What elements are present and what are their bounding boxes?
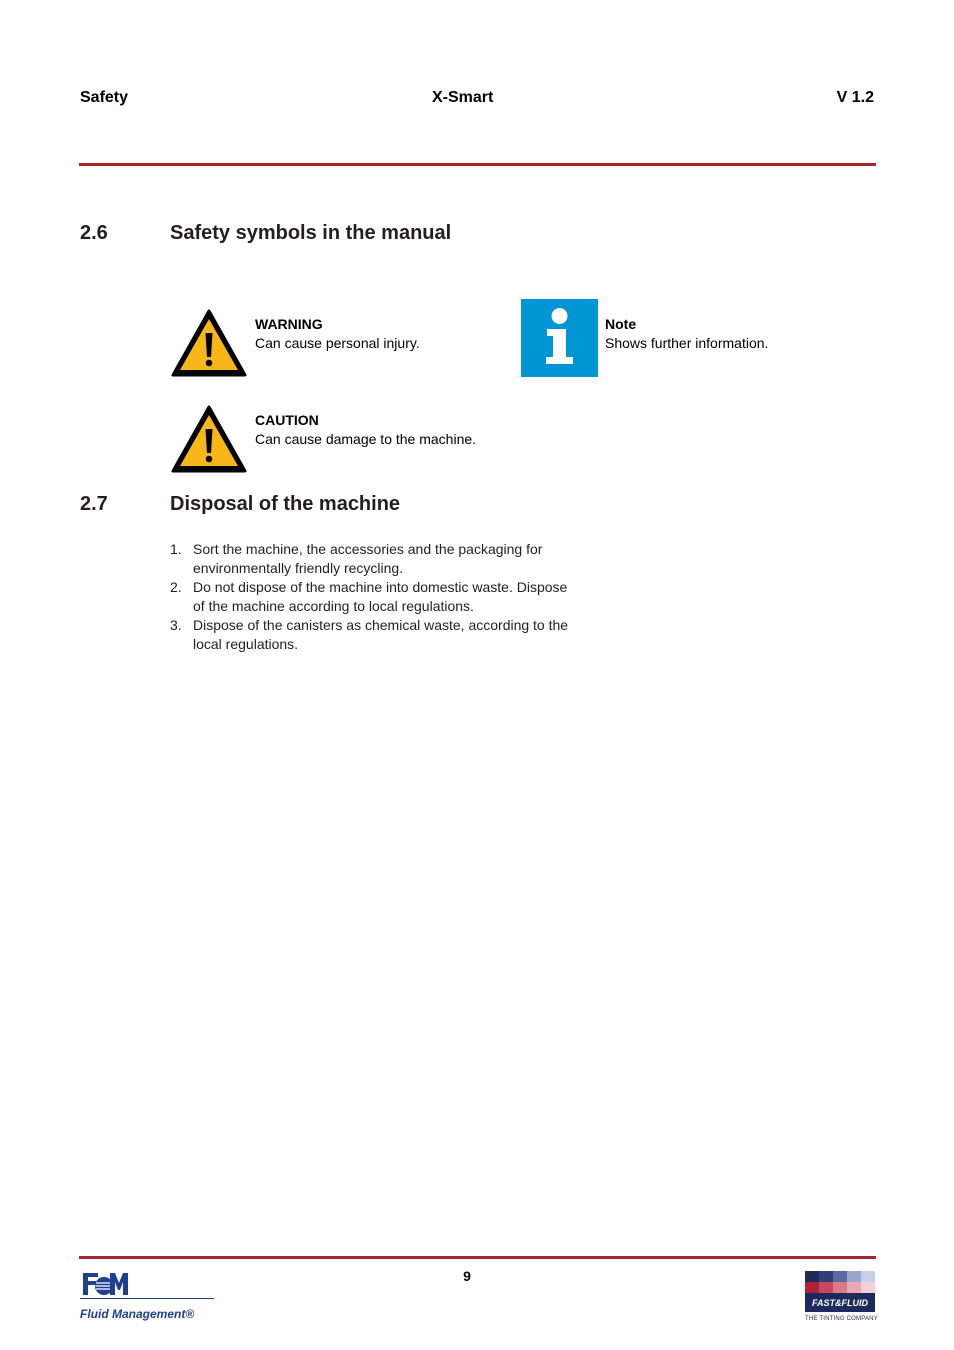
list-item-line: of the machine according to local regulations. [193,598,474,614]
list-item-line: Dispose of the canisters as chemical waste, according to the [193,617,569,633]
list-item-line: Do not dispose of the machine into domestic waste. Dispose [193,579,568,595]
page-number: 9 [463,1268,471,1284]
list-item [170,578,590,616]
list-item-line: Sort the machine, the accessories and the packaging for [193,541,543,557]
header-version: V 1.2 [836,89,874,106]
list-item [170,616,590,654]
list-item-number: 2. [170,579,182,595]
section-title: Disposal of the machine [170,493,401,515]
header-rule [79,163,876,166]
list-item-number: 1. [170,541,182,557]
warning-icon [171,309,247,377]
fluid-management-logo [80,1271,216,1323]
caution-description: Can cause damage to the machine. [255,431,477,447]
warning-description: Can cause personal injury. [255,335,420,351]
warning-text [255,315,420,353]
fast-fluid-name: FAST&FLUID [812,1297,868,1308]
fast-fluid-logo [805,1271,878,1325]
section-number: 2.6 [80,222,108,244]
caution-title: CAUTION [255,412,319,428]
warning-title: WARNING [255,316,323,332]
caution-icon [171,405,247,473]
section-number: 2.7 [80,493,108,515]
header-product-name: X-Smart [432,89,494,106]
list-item [170,540,590,578]
info-icon [521,299,598,377]
list-item-line: environmentally friendly recycling. [193,560,404,576]
footer-rule [79,1256,876,1259]
list-item-number: 3. [170,617,182,633]
fm-mark-icon [80,1271,216,1301]
fast-fluid-color-swatch-icon [805,1271,875,1293]
section-title: Safety symbols in the manual [170,222,452,244]
note-title: Note [605,316,637,332]
caution-text [255,411,476,449]
fast-fluid-name-box [805,1293,875,1312]
disposal-steps-list [170,540,590,654]
list-item-line: local regulations. [193,636,299,652]
note-text [605,315,768,353]
fast-fluid-tagline: THE TINTING COMPANY [805,1316,878,1322]
fluid-management-tagline: Fluid Management® [80,1307,195,1321]
header-section-label: Safety [80,89,129,106]
note-description: Shows further information. [605,335,769,351]
